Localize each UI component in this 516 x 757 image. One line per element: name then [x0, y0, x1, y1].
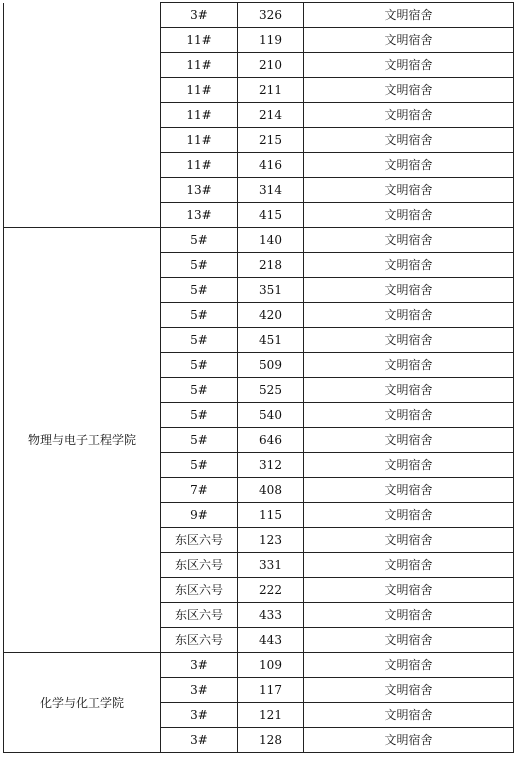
room-cell: 222: [238, 578, 304, 603]
college-cell: 化学与化工学院: [4, 653, 161, 753]
room-cell: 525: [238, 378, 304, 403]
title-cell: 文明宿舍: [304, 78, 514, 103]
title-cell: 文明宿舍: [304, 603, 514, 628]
building-cell: 11#: [161, 53, 238, 78]
building-cell: 5#: [161, 328, 238, 353]
building-cell: 13#: [161, 203, 238, 228]
room-cell: 408: [238, 478, 304, 503]
room-cell: 211: [238, 78, 304, 103]
title-cell: 文明宿舍: [304, 328, 514, 353]
room-cell: 646: [238, 428, 304, 453]
building-cell: 5#: [161, 453, 238, 478]
room-cell: 509: [238, 353, 304, 378]
room-cell: 443: [238, 628, 304, 653]
room-cell: 123: [238, 528, 304, 553]
building-cell: 11#: [161, 78, 238, 103]
title-cell: 文明宿舍: [304, 228, 514, 253]
title-cell: 文明宿舍: [304, 353, 514, 378]
building-cell: 3#: [161, 3, 238, 28]
building-cell: 3#: [161, 653, 238, 678]
room-cell: 210: [238, 53, 304, 78]
room-cell: 420: [238, 303, 304, 328]
title-cell: 文明宿舍: [304, 428, 514, 453]
room-cell: 215: [238, 128, 304, 153]
title-cell: 文明宿舍: [304, 553, 514, 578]
building-cell: 3#: [161, 728, 238, 753]
building-cell: 5#: [161, 228, 238, 253]
building-cell: 11#: [161, 153, 238, 178]
title-cell: 文明宿舍: [304, 628, 514, 653]
building-cell: 3#: [161, 678, 238, 703]
building-cell: 东区六号: [161, 528, 238, 553]
title-cell: 文明宿舍: [304, 128, 514, 153]
room-cell: 312: [238, 453, 304, 478]
room-cell: 214: [238, 103, 304, 128]
room-cell: 540: [238, 403, 304, 428]
title-cell: 文明宿舍: [304, 278, 514, 303]
building-cell: 5#: [161, 353, 238, 378]
title-cell: 文明宿舍: [304, 653, 514, 678]
title-cell: 文明宿舍: [304, 303, 514, 328]
college-cell: 物理与电子工程学院: [4, 228, 161, 653]
room-cell: 121: [238, 703, 304, 728]
building-cell: 5#: [161, 253, 238, 278]
room-cell: 128: [238, 728, 304, 753]
building-cell: 9#: [161, 503, 238, 528]
room-cell: 140: [238, 228, 304, 253]
building-cell: 东区六号: [161, 603, 238, 628]
college-cell: [4, 3, 161, 228]
title-cell: 文明宿舍: [304, 53, 514, 78]
room-cell: 351: [238, 278, 304, 303]
room-cell: 331: [238, 553, 304, 578]
building-cell: 11#: [161, 128, 238, 153]
table-body: [4, 3, 514, 753]
building-cell: 5#: [161, 403, 238, 428]
title-cell: 文明宿舍: [304, 28, 514, 53]
room-cell: 115: [238, 503, 304, 528]
room-cell: 109: [238, 653, 304, 678]
room-cell: 117: [238, 678, 304, 703]
room-cell: 433: [238, 603, 304, 628]
title-cell: 文明宿舍: [304, 253, 514, 278]
table-row: [4, 228, 514, 253]
building-cell: 5#: [161, 303, 238, 328]
title-cell: 文明宿舍: [304, 378, 514, 403]
room-cell: 415: [238, 203, 304, 228]
title-cell: 文明宿舍: [304, 703, 514, 728]
title-cell: 文明宿舍: [304, 528, 514, 553]
building-cell: 11#: [161, 103, 238, 128]
building-cell: 5#: [161, 378, 238, 403]
building-cell: 13#: [161, 178, 238, 203]
title-cell: 文明宿舍: [304, 203, 514, 228]
building-cell: 5#: [161, 428, 238, 453]
table-row: [4, 3, 514, 28]
title-cell: 文明宿舍: [304, 578, 514, 603]
building-cell: 7#: [161, 478, 238, 503]
title-cell: 文明宿舍: [304, 403, 514, 428]
room-cell: 416: [238, 153, 304, 178]
title-cell: 文明宿舍: [304, 503, 514, 528]
table-row: [4, 653, 514, 678]
building-cell: 3#: [161, 703, 238, 728]
room-cell: 451: [238, 328, 304, 353]
building-cell: 东区六号: [161, 628, 238, 653]
title-cell: 文明宿舍: [304, 103, 514, 128]
room-cell: 314: [238, 178, 304, 203]
title-cell: 文明宿舍: [304, 3, 514, 28]
title-cell: 文明宿舍: [304, 153, 514, 178]
room-cell: 326: [238, 3, 304, 28]
title-cell: 文明宿舍: [304, 453, 514, 478]
room-cell: 218: [238, 253, 304, 278]
building-cell: 东区六号: [161, 578, 238, 603]
building-cell: 5#: [161, 278, 238, 303]
room-cell: 119: [238, 28, 304, 53]
building-cell: 东区六号: [161, 553, 238, 578]
dormitory-table: [3, 2, 514, 753]
title-cell: 文明宿舍: [304, 728, 514, 753]
title-cell: 文明宿舍: [304, 678, 514, 703]
building-cell: 11#: [161, 28, 238, 53]
title-cell: 文明宿舍: [304, 178, 514, 203]
title-cell: 文明宿舍: [304, 478, 514, 503]
